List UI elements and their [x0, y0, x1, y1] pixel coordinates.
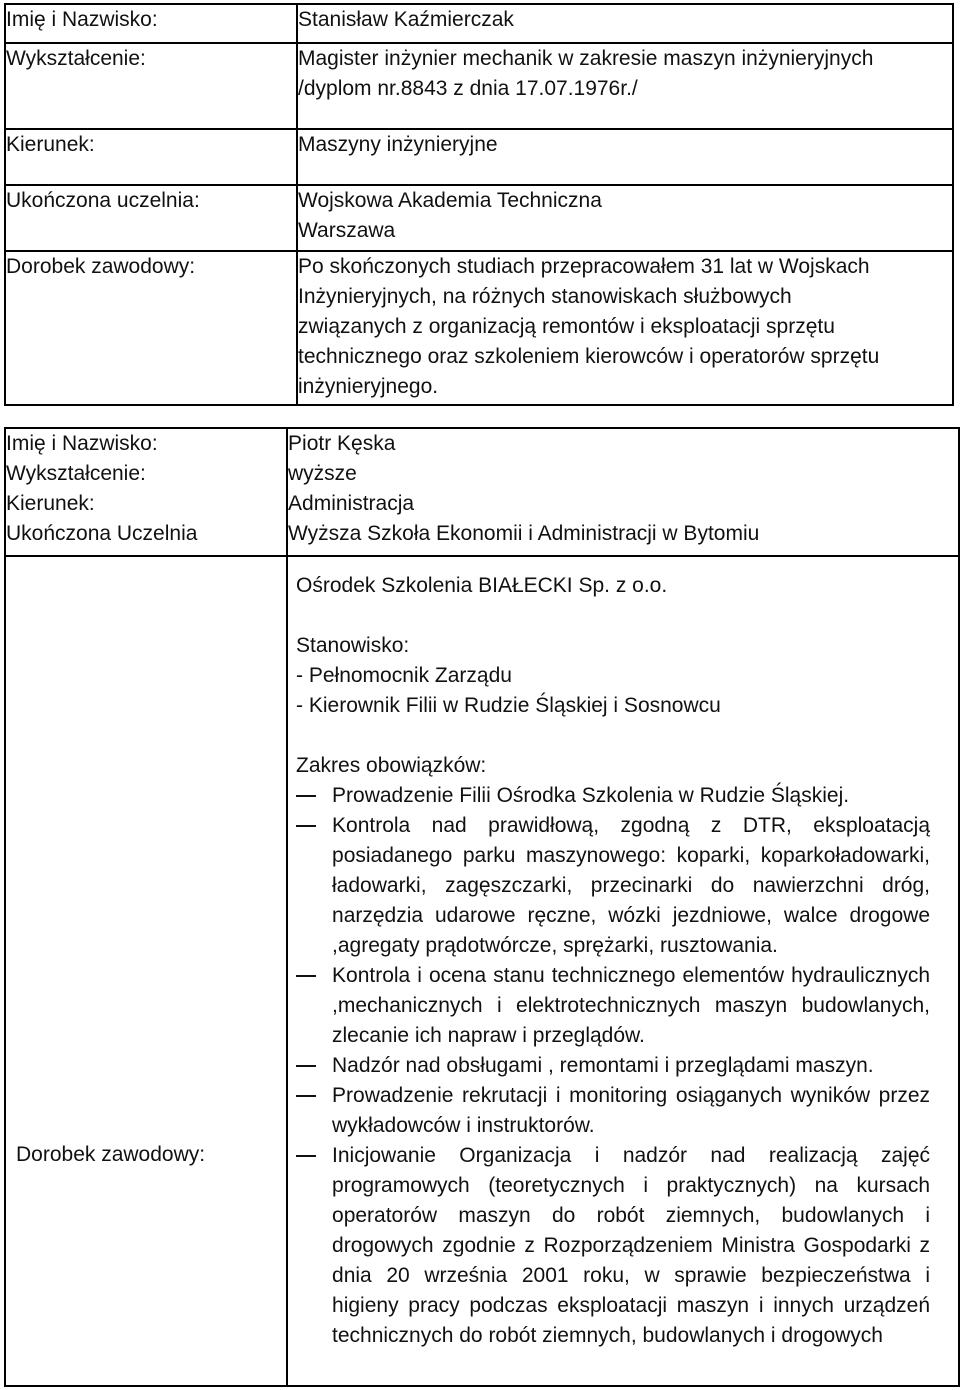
- p2-achievements-label-cell: [5, 556, 287, 1386]
- p1-name-value: Stanisław Kaźmierczak: [298, 8, 514, 31]
- p1-university-line: Warszawa: [298, 219, 396, 242]
- duty-text: Inicjowanie Organizacja i nadzór nad realizacją zajęć programowych (teoretycznych i praktycznych) na kursach operatorów maszyn do robót ziemnych, budowlanych i drogowych zgodnie z Rozporządzeniem Ministra Gospodarki z dnia 20 września 2001 roku, w sprawie bezpieczeństwa i higieny pracy podczas eksploatacji maszyn i innych urządzeń technicznych do robót ziemnych, budowlanych i drogowych: [332, 1144, 931, 1347]
- p1-achievement-line: technicznego oraz szkoleniem kierowców i operatorów sprzętu: [298, 345, 880, 368]
- p2-direction-value: Administracja: [288, 492, 415, 515]
- p1-name-label: Imię i Nazwisko:: [6, 8, 158, 31]
- p1-education-line: Magister inżynier mechanik w zakresie maszyn inżynieryjnych: [298, 47, 874, 70]
- list-item: [296, 781, 930, 811]
- dash-bullet-icon: [296, 1155, 316, 1157]
- p2-position-item: - Kierownik Filii w Rudzie Śląskiej i Sosnowcu: [296, 694, 721, 717]
- p2-position-item: - Pełnomocnik Zarządu: [296, 664, 512, 687]
- p2-education-label: Wykształcenie:: [6, 462, 146, 485]
- p2-education-value: wyższe: [288, 462, 357, 485]
- p2-name-value: Piotr Kęska: [288, 432, 396, 455]
- p2-direction-label: Kierunek:: [6, 492, 95, 515]
- list-item: [296, 811, 930, 961]
- dash-bullet-icon: [296, 1095, 316, 1097]
- p1-achievement-line: Po skończonych studiach przepracowałem 31 lat w Wojskach: [298, 255, 870, 278]
- p1-achievements-cell: [297, 251, 953, 405]
- duty-text: Kontrola i ocena stanu technicznego elementów hydraulicznych ,mechanicznych i elektrotechnicznych maszyn budowlanych, zlecanie ich napraw i przeglądów.: [332, 964, 931, 1047]
- duty-text: Nadzór nad obsługami , remontami i przeglądami maszyn.: [332, 1054, 874, 1077]
- p1-achievement-line: związanych z organizacją remontów i eksploatacji sprzętu: [298, 315, 835, 338]
- p1-achievement-line: inżynieryjnego.: [298, 375, 439, 398]
- p1-direction-label-cell: [5, 129, 297, 185]
- p2-achievements-label: Dorobek zawodowy:: [16, 1143, 206, 1166]
- duty-text: Prowadzenie rekrutacji i monitoring osiąganych wyników przez wykładowców i instruktorów.: [332, 1084, 931, 1137]
- p2-duties-label: Zakres obowiązków:: [296, 754, 487, 777]
- p1-name-label-cell: [5, 4, 297, 43]
- p1-achievements-label: Dorobek zawodowy:: [6, 255, 196, 278]
- p2-company: Ośrodek Szkolenia BIAŁECKI Sp. z o.o.: [296, 574, 668, 597]
- dash-bullet-icon: [296, 795, 316, 797]
- list-item: [296, 961, 930, 1051]
- p1-direction-cell: [297, 129, 953, 185]
- p1-education-label-cell: [5, 43, 297, 129]
- p2-position-label: Stanowisko:: [296, 634, 410, 657]
- p2-university-value: Wyższa Szkoła Ekonomii i Administracji w Bytomiu: [288, 522, 760, 545]
- p1-education-line: /dyplom nr.8843 z dnia 17.07.1976r./: [298, 77, 638, 100]
- p2-name-label: Imię i Nazwisko:: [6, 432, 158, 455]
- list-item: [296, 1051, 930, 1081]
- list-item: [296, 1081, 930, 1141]
- p1-direction-label: Kierunek:: [6, 133, 95, 156]
- list-item: [296, 1141, 930, 1351]
- p1-achievement-line: Inżynieryjnych, na różnych stanowiskach służbowych: [298, 285, 792, 308]
- p1-education-label: Wykształcenie:: [6, 47, 146, 70]
- dash-bullet-icon: [296, 1065, 316, 1067]
- p1-university-line: Wojskowa Akademia Techniczna: [298, 189, 602, 212]
- p1-university-label-cell: [5, 185, 297, 251]
- p1-university-cell: [297, 185, 953, 251]
- p2-university-label: Ukończona Uczelnia: [6, 522, 198, 545]
- p1-name-cell: [297, 4, 953, 43]
- dash-bullet-icon: [296, 975, 316, 977]
- p2-labels-cell: [5, 428, 287, 556]
- p1-university-label: Ukończona uczelnia:: [6, 189, 200, 212]
- person1-table: [4, 3, 954, 406]
- p1-direction-value: Maszyny inżynieryjne: [298, 133, 498, 156]
- p2-values-cell: [287, 428, 959, 556]
- duty-text: Prowadzenie Filii Ośrodka Szkolenia w Rudzie Śląskiej.: [332, 784, 850, 807]
- duty-text: Kontrola nad prawidłową, zgodną z DTR, eksploatacją posiadanego parku maszynowego: koparki, koparkoładowarki, ładowarki, zagęszczarki, przecinarki do nawierzchni dróg, narzędzia udarowe ręczne, wózki jezdniowe, walce drogowe ,agregaty prądotwórcze, sprężarki, rusztowania.: [332, 814, 931, 957]
- dash-bullet-icon: [296, 825, 316, 827]
- p1-education-cell: [297, 43, 953, 129]
- p2-achievements-cell: [287, 556, 959, 1386]
- p1-achievements-label-cell: [5, 251, 297, 405]
- p2-duties-list: [296, 781, 948, 1351]
- person2-table: [4, 427, 960, 1387]
